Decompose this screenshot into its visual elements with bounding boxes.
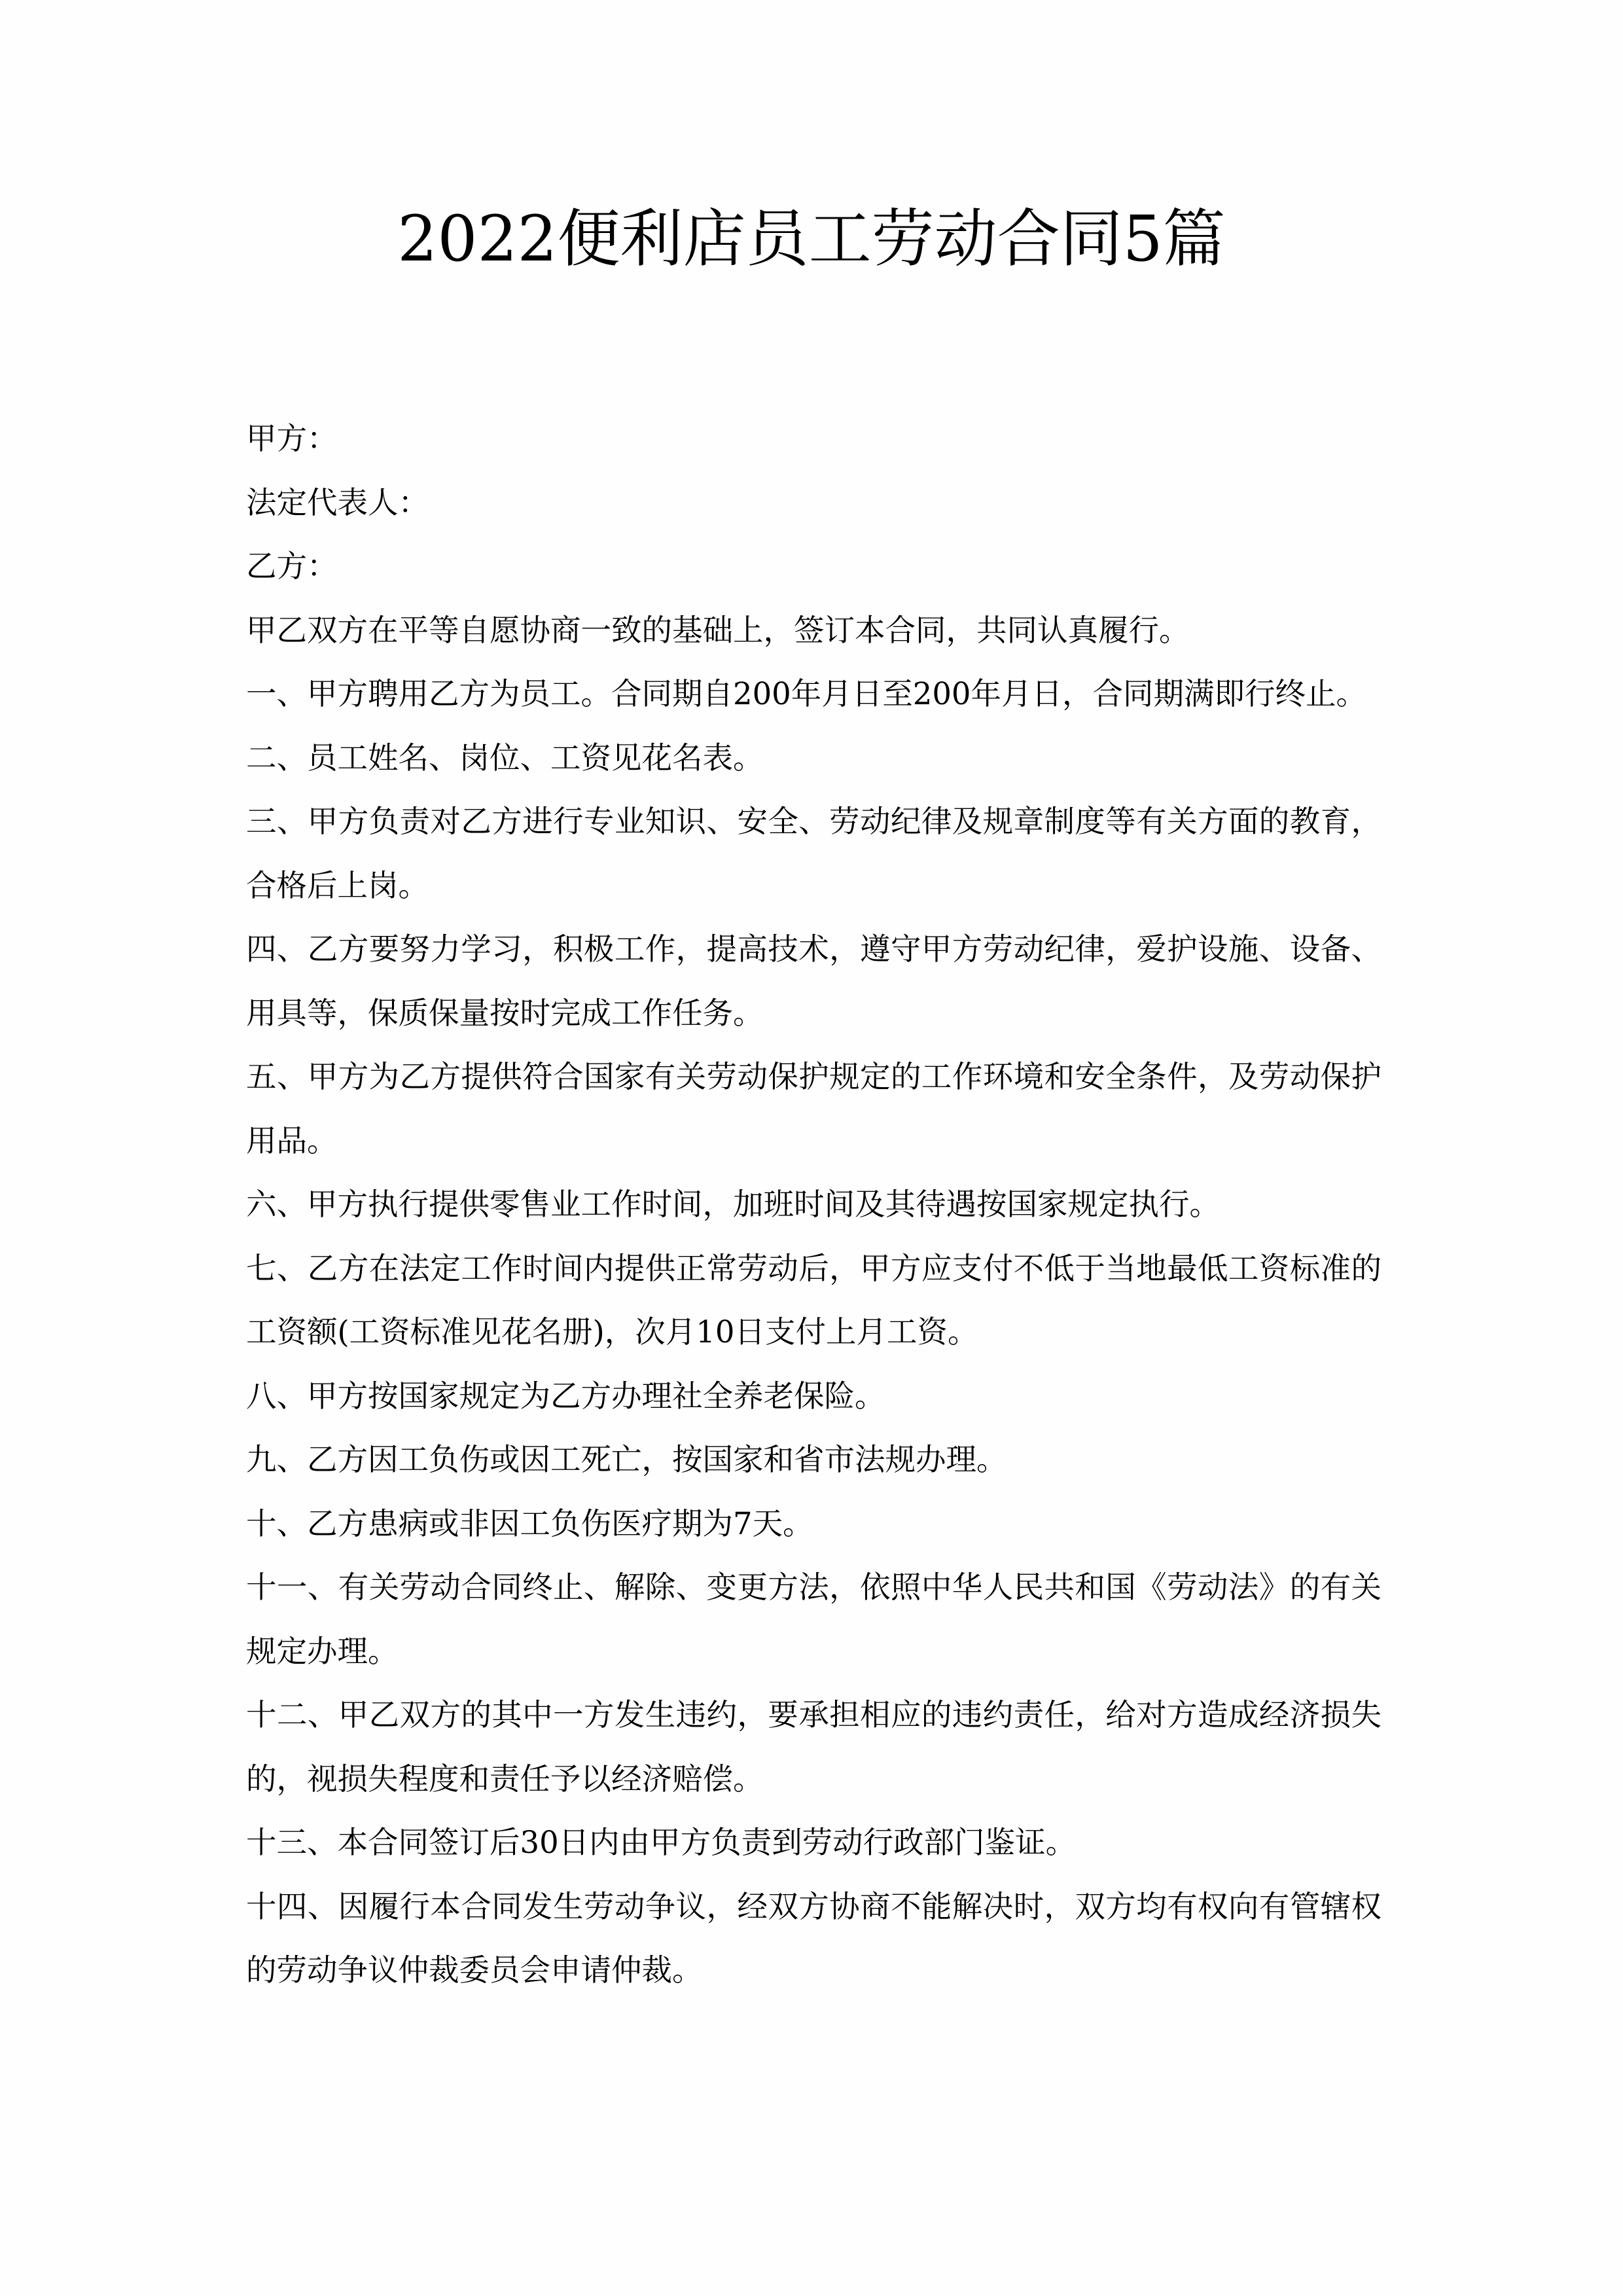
clause-9: 九、乙方因工负伤或因工死亡，按国家和省市法规办理。 <box>246 1442 1007 1477</box>
party-b-label: 乙方： <box>246 548 338 584</box>
party-a-label: 甲方： <box>246 421 338 456</box>
clause-11: 十一、有关劳动合同终止、解除、变更方法，依照中华人民共和国《劳动法》的有关规定办理。 <box>246 1570 1382 1669</box>
clause-14: 十四、因履行本合同发生劳动争议，经双方协商不能解决时，双方均有权向有管辖权的劳动争议仲裁委员会申请仲裁。 <box>246 1888 1382 1988</box>
clause-3: 三、甲方负责对乙方进行专业知识、安全、劳动纪律及规章制度等有关方面的教育，合格后上岗。 <box>246 804 1382 903</box>
clause-7: 七、乙方在法定工作时间内提供正常劳动后，甲方应支付不低于当地最低工资标准的工资额(工资标准见花名册)，次月10日支付上月工资。 <box>246 1250 1382 1350</box>
clause-2: 二、员工姓名、岗位、工资见花名表。 <box>246 740 764 776</box>
document-body <box>246 407 1382 2003</box>
clause-13: 十三、本合同签订后30日内由甲方负责到劳动行政部门鉴证。 <box>246 1825 1077 1860</box>
preamble-paragraph: 甲乙双方在平等自愿协商一致的基础上，签订本合同，共同认真履行。 <box>246 612 1190 648</box>
document-title: 2022便利店员工劳动合同5篇 <box>397 202 1226 276</box>
clause-12: 十二、甲乙双方的其中一方发生违约，要承担相应的违约责任，给对方造成经济损失的，视损失程度和责任予以经济赔偿。 <box>246 1697 1382 1797</box>
legal-representative-label: 法定代表人： <box>246 484 429 520</box>
clause-10: 十、乙方患病或非因工负伤医疗期为7天。 <box>246 1505 813 1541</box>
clause-6: 六、甲方执行提供零售业工作时间，加班时间及其待遇按国家规定执行。 <box>246 1187 1220 1222</box>
clause-8: 八、甲方按国家规定为乙方办理社全养老保险。 <box>246 1378 885 1414</box>
clause-4: 四、乙方要努力学习，积极工作，提高技术，遵守甲方劳动纪律，爱护设施、设备、用具等，保质保量按时完成工作任务。 <box>246 931 1382 1031</box>
clause-5: 五、甲方为乙方提供符合国家有关劳动保护规定的工作环境和安全条件，及劳动保护用品。 <box>246 1059 1382 1158</box>
clause-1: 一、甲方聘用乙方为员工。合同期自200年月日至200年月日，合同期满即行终止。 <box>246 676 1367 711</box>
